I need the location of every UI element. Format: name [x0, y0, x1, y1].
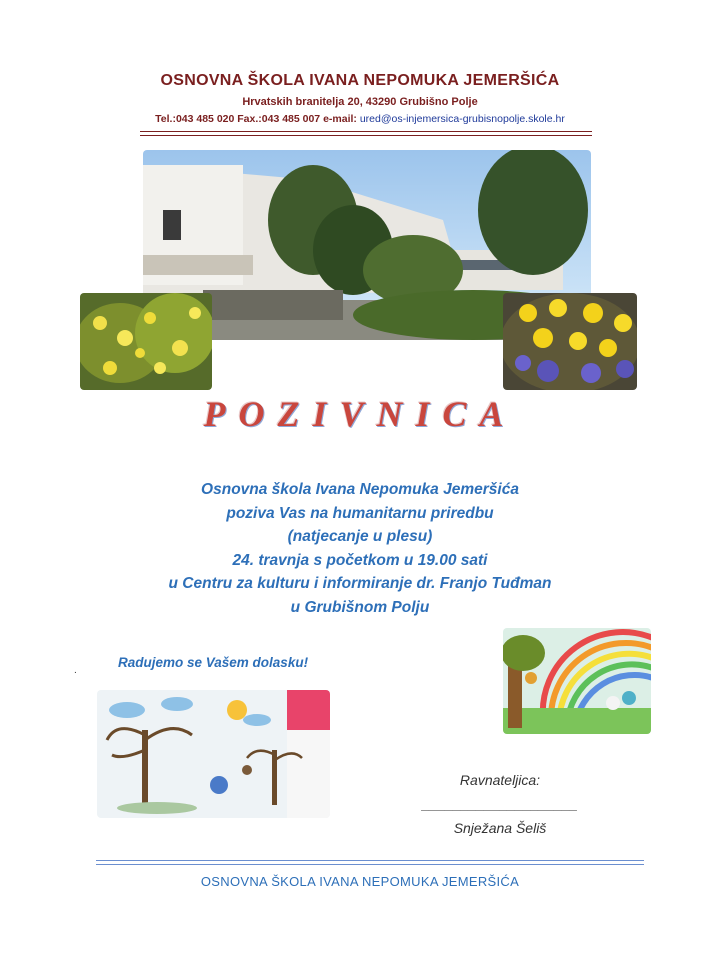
footer-school-name: OSNOVNA ŠKOLA IVANA NEPOMUKA JEMERŠIĆA: [200, 874, 520, 889]
invitation-title: POZIVNICA: [203, 394, 517, 434]
school-address: Hrvatskih branitelja 20, 43290 Grubišno Polje: [242, 96, 478, 108]
pansies-photo: [503, 293, 637, 390]
contact-email[interactable]: ured@os-injemersica-grubisnopolje.skole.hr: [359, 113, 565, 125]
greeting-text: Radujemo se Vašem dolasku!: [118, 655, 309, 670]
signature-name: Snježana Šeliš: [453, 820, 547, 836]
signature-line: ____________________: [422, 796, 578, 812]
footer-divider-bottom: [96, 864, 644, 865]
invitation-line: u Centru za kulturu i informiranje dr. Franjo Tuđman: [168, 575, 552, 592]
yellow-shrub-photo: [80, 293, 212, 390]
invitation-line: u Grubišnom Polju: [290, 598, 430, 616]
invitation-line: poziva Vas na humanitarnu priredbu: [226, 504, 494, 522]
invitation-line: 24. travnja s početkom u 19.00 sati: [232, 551, 488, 569]
classroom-mural-photo: [97, 690, 330, 818]
signature-role: Ravnateljica:: [459, 772, 541, 788]
signature-block: [410, 768, 590, 840]
invitation-line: (natjecanje u plesu): [287, 528, 433, 545]
invitation-line: Osnovna škola Ivana Nepomuka Jemeršića: [201, 481, 519, 498]
header-divider-top: [140, 131, 592, 132]
header-divider-bottom: [140, 135, 592, 136]
stray-dot: .: [74, 665, 77, 676]
contact-line: [0, 113, 720, 125]
rainbow-mural-photo: [503, 628, 651, 734]
footer-divider-top: [96, 860, 644, 861]
invitation-body: [0, 478, 720, 619]
contact-phone-fax: Tel.:043 485 020 Fax.:043 485 007 e-mail:: [155, 113, 357, 125]
school-title: OSNOVNA ŠKOLA IVANA NEPOMUKA JEMERŠIĆA: [160, 72, 560, 89]
